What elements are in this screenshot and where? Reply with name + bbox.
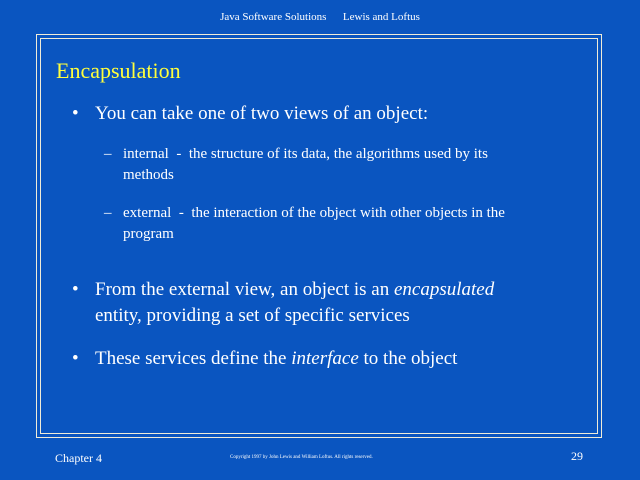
sub-item-description: the interaction of the object with other objects in the xyxy=(191,205,505,221)
bullet-external-view xyxy=(72,277,495,329)
sub-item-description: the structure of its data, the algorithms used by its xyxy=(188,146,488,162)
sub-item-line xyxy=(123,203,505,224)
bullet-marker: • xyxy=(72,103,79,124)
sub-item-internal xyxy=(104,144,488,186)
bullet-text: You can take one of two views of an object: xyxy=(95,103,429,124)
sub-item-separator: - xyxy=(178,205,184,221)
bullet-marker: • xyxy=(72,279,79,300)
bullet-text-end: to the object xyxy=(358,348,458,369)
sub-item-term: external xyxy=(123,205,172,221)
slide-title: Encapsulation xyxy=(56,58,181,83)
slide-header xyxy=(0,11,640,23)
bullet-continuation: entity, providing a set of specific services xyxy=(95,305,410,326)
sub-item-continuation: program xyxy=(123,226,174,242)
sub-item-term: internal xyxy=(123,146,169,162)
authors: Lewis and Loftus xyxy=(342,11,420,23)
bullet-line xyxy=(95,277,494,303)
sub-bullet-marker: – xyxy=(104,205,112,221)
page-number: 29 xyxy=(571,449,583,463)
sub-item-external xyxy=(104,203,505,245)
sub-item-continuation: methods xyxy=(123,167,174,183)
bullet-text: From the external view, an object is an xyxy=(95,279,394,300)
bullet-marker: • xyxy=(72,348,79,369)
sub-item-separator: - xyxy=(176,146,182,162)
bullet-text: These services define the xyxy=(95,348,292,369)
emphasis-interface: interface xyxy=(291,348,359,369)
copyright-notice: Copyright 1997 by John Lewis and William Loftus. All rights reserved. xyxy=(230,455,373,460)
bullet-views xyxy=(72,101,429,127)
emphasis-encapsulated: encapsulated xyxy=(393,279,495,300)
sub-item-line xyxy=(123,144,488,165)
sub-bullet-marker: – xyxy=(104,146,112,162)
bullet-interface xyxy=(72,346,458,372)
book-title: Java Software Solutions xyxy=(220,11,327,23)
chapter-label: Chapter 4 xyxy=(55,451,102,465)
